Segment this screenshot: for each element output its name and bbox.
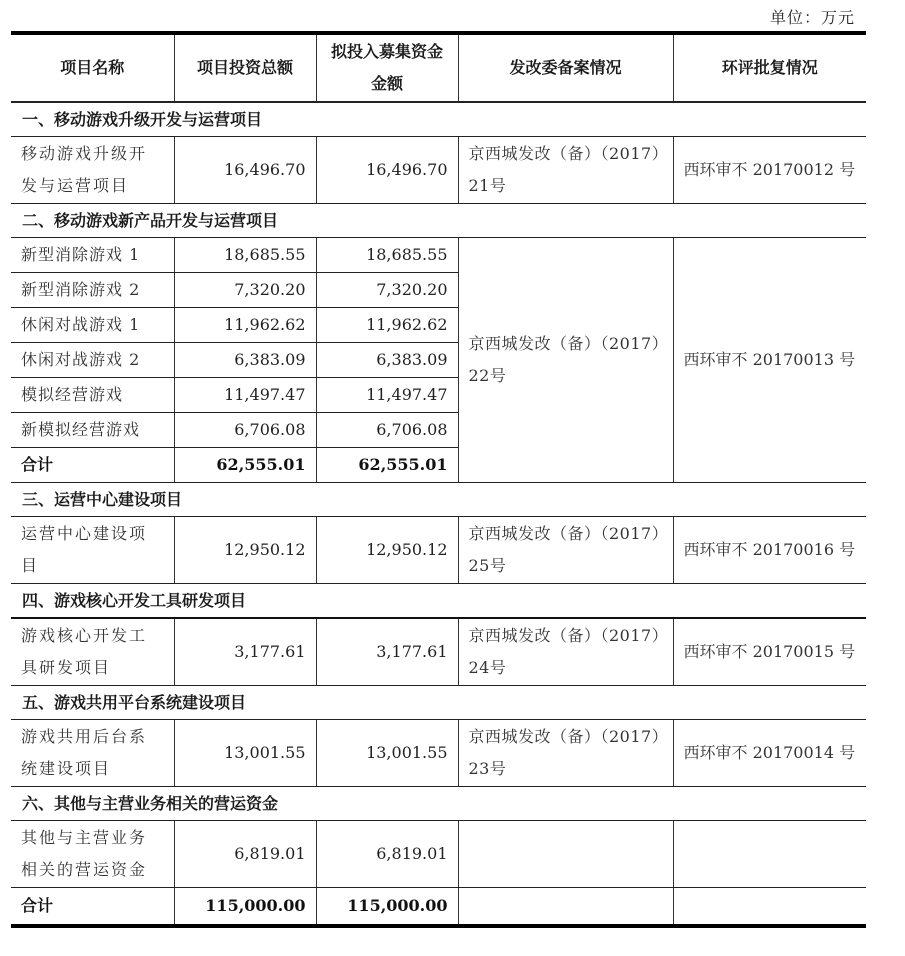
total-investment: 11,497.47 (174, 378, 316, 413)
section-heading-row (11, 787, 866, 821)
raised-funds: 13,001.55 (316, 720, 458, 787)
project-name: 新型消除游戏 2 (11, 273, 174, 308)
header-project-name: 项目名称 (11, 33, 174, 102)
subtotal-raised-funds: 62,555.01 (316, 448, 458, 483)
table-row (11, 821, 866, 888)
header-total-investment: 项目投资总额 (174, 33, 316, 102)
raised-funds: 11,962.62 (316, 308, 458, 343)
total-investment: 7,320.20 (174, 273, 316, 308)
env-approval: 西环审不 20170015 号 (673, 618, 866, 686)
env-approval: 西环审不 20170012 号 (673, 137, 866, 204)
section-title: 三、运营中心建设项目 (11, 483, 866, 517)
total-investment: 13,001.55 (174, 720, 316, 787)
raised-funds: 18,685.55 (316, 238, 458, 273)
project-name: 模拟经营游戏 (11, 378, 174, 413)
ndrc-filing: 京西城发改（备）（2017）22号 (458, 238, 673, 483)
total-investment: 11,962.62 (174, 308, 316, 343)
project-name: 新型消除游戏 1 (11, 238, 174, 273)
ndrc-filing: 京西城发改（备）（2017）25号 (458, 517, 673, 584)
section-title: 二、移动游戏新产品开发与运营项目 (11, 204, 866, 238)
project-name: 休闲对战游戏 1 (11, 308, 174, 343)
section-heading-row (11, 204, 866, 238)
project-name: 新模拟经营游戏 (11, 413, 174, 448)
total-investment: 18,685.55 (174, 238, 316, 273)
raised-funds: 12,950.12 (316, 517, 458, 584)
section-title: 五、游戏共用平台系统建设项目 (11, 686, 866, 720)
raised-funds: 11,497.47 (316, 378, 458, 413)
raised-funds: 6,383.09 (316, 343, 458, 378)
subtotal-total-investment: 62,555.01 (174, 448, 316, 483)
env-approval (673, 821, 866, 888)
table-row (11, 137, 866, 204)
raised-funds: 7,320.20 (316, 273, 458, 308)
total-investment: 3,177.61 (174, 618, 316, 686)
grand-total-raised-funds: 115,000.00 (316, 888, 458, 927)
unit-label: 单位：万元 (769, 8, 855, 27)
total-investment: 6,383.09 (174, 343, 316, 378)
section-title: 六、其他与主营业务相关的营运资金 (11, 787, 866, 821)
ndrc-filing (458, 821, 673, 888)
section-heading-row (11, 584, 866, 619)
raised-funds: 16,496.70 (316, 137, 458, 204)
grand-total-ndrc-filing-empty (458, 888, 673, 927)
grand-total-investment: 115,000.00 (174, 888, 316, 927)
ndrc-filing: 京西城发改（备）（2017）24号 (458, 618, 673, 686)
ndrc-filing: 京西城发改（备）（2017）21号 (458, 137, 673, 204)
project-name: 移动游戏升级开发与运营项目 (11, 137, 174, 204)
grand-total-env-approval-empty (673, 888, 866, 927)
total-investment: 6,819.01 (174, 821, 316, 888)
header-ndrc-filing: 发改委备案情况 (458, 33, 673, 102)
table-row (11, 238, 866, 273)
section-heading-row (11, 102, 866, 137)
grand-total-label: 合计 (11, 888, 174, 927)
header-env-approval: 环评批复情况 (673, 33, 866, 102)
fundraising-projects-table (11, 31, 866, 928)
section-title: 一、移动游戏升级开发与运营项目 (11, 102, 866, 137)
env-approval: 西环审不 20170014 号 (673, 720, 866, 787)
project-name: 游戏核心开发工具研发项目 (11, 618, 174, 686)
subtotal-label: 合计 (11, 448, 174, 483)
section-heading-row (11, 686, 866, 720)
table-row (11, 720, 866, 787)
raised-funds: 6,706.08 (316, 413, 458, 448)
grand-total-row (11, 888, 866, 927)
table-row (11, 618, 866, 686)
ndrc-filing: 京西城发改（备）（2017）23号 (458, 720, 673, 787)
project-name: 游戏共用后台系统建设项目 (11, 720, 174, 787)
table-header-row (11, 33, 866, 102)
project-name: 运营中心建设项目 (11, 517, 174, 584)
raised-funds: 3,177.61 (316, 618, 458, 686)
env-approval: 西环审不 20170016 号 (673, 517, 866, 584)
total-investment: 12,950.12 (174, 517, 316, 584)
table-row (11, 517, 866, 584)
project-name: 休闲对战游戏 2 (11, 343, 174, 378)
total-investment: 6,706.08 (174, 413, 316, 448)
section-heading-row (11, 483, 866, 517)
env-approval: 西环审不 20170013 号 (673, 238, 866, 483)
header-raised-funds: 拟投入募集资金金额 (316, 33, 458, 102)
raised-funds: 6,819.01 (316, 821, 458, 888)
project-name: 其他与主营业务相关的营运资金 (11, 821, 174, 888)
total-investment: 16,496.70 (174, 137, 316, 204)
section-title: 四、游戏核心开发工具研发项目 (11, 584, 866, 619)
